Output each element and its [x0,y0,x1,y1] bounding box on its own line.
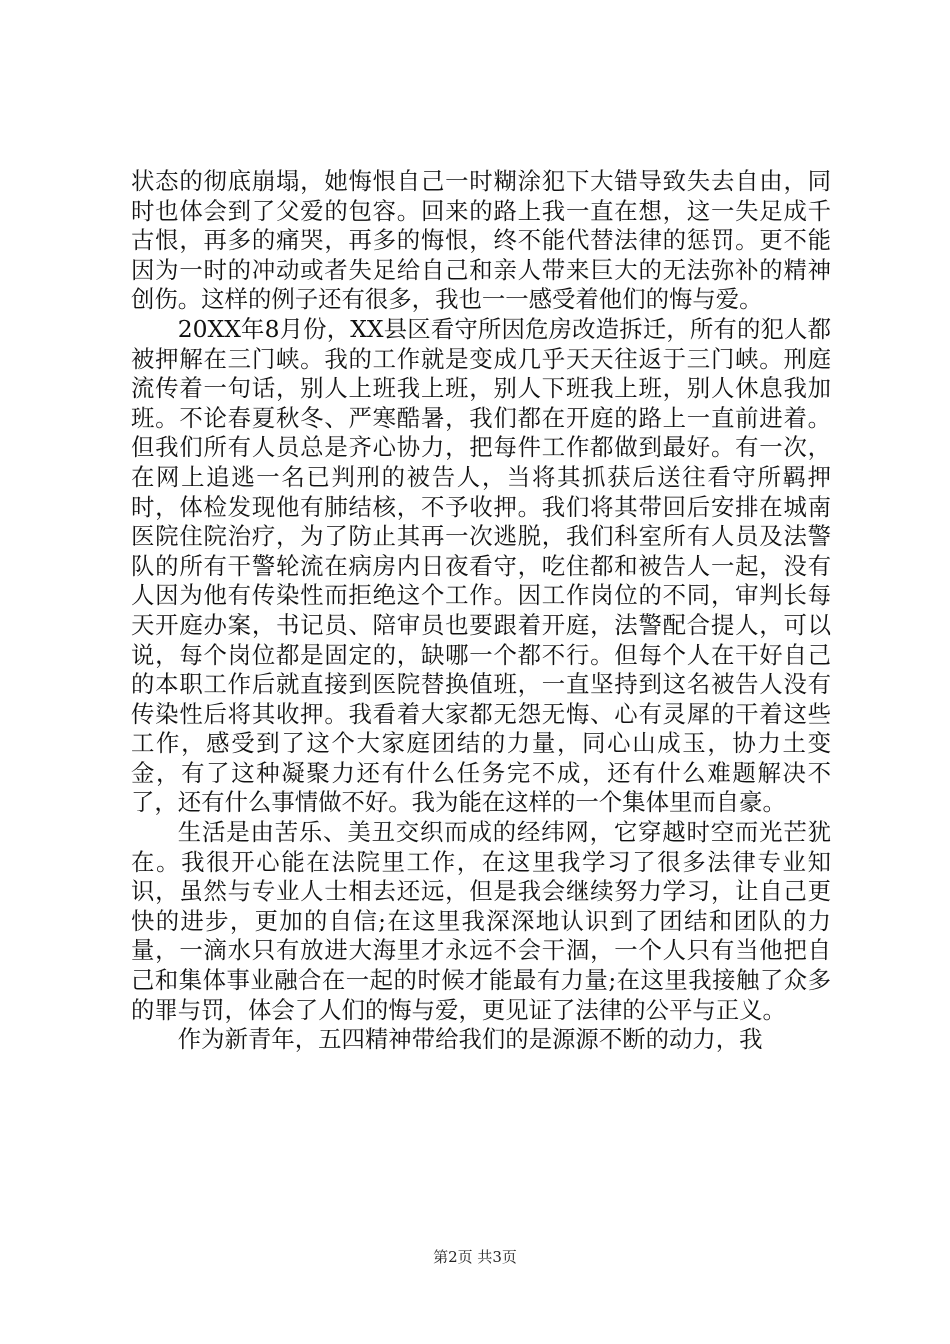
paragraph-1: 状态的彻底崩塌，她悔恨自己一时糊涂犯下大错导致失去自由，同时也体会到了父爱的包容。回来的路上我一直在想，这一失足成千古恨，再多的痛哭，再多的悔恨，终不能代替法律的惩罚。更不能因为一时的冲动或者失足给自己和亲人带来巨大的无法弥补的精神创伤。这样的例子还有很多，我也一一感受着他们的悔与爱。 [131,167,831,314]
paragraph-2: 20XX年8月份，XX县区看守所因危房改造拆迁，所有的犯人都被押解在三门峡。我的工作就是变成几乎天天往返于三门峡。刑庭流传着一句话，别人上班我上班，别人下班我上班，别人休息我加班。不论春夏秋冬、严寒酷暑，我们都在开庭的路上一直前进着。但我们所有人员总是齐心协力，把每件工作都做到最好。有一次，在网上追逃一名已判刑的被告人，当将其抓获后送往看守所羁押时，体检发现他有肺结核，不予收押。我们将其带回后安排在城南医院住院治疗，为了防止其再一次逃脱，我们科室所有人员及法警队的所有干警轮流在病房内日夜看守，吃住都和被告人一起，没有人因为他有传染性而拒绝这个工作。因工作岗位的不同，审判长每天开庭办案，书记员、陪审员也要跟着开庭，法警配合提人，可以说，每个岗位都是固定的，缺哪一个都不行。但每个人在干好自己的本职工作后就直接到医院替换值班，一直坚持到这名被告人没有传染性后将其收押。我看着大家都无怨无悔、心有灵犀的干着这些工作，感受到了这个大家庭团结的力量，同心山成玉，协力土变金，有了这种凝聚力还有什么任务完不成，还有什么难题解决不了，还有什么事情做不好。我为能在这样的一个集体里而自豪。 [131,314,831,817]
page-footer: 第2页 共3页 [433,1248,517,1266]
document-body [131,167,831,1055]
paragraph-3: 生活是由苦乐、美丑交织而成的经纬网，它穿越时空而光芒犹在。我很开心能在法院里工作，在这里我学习了很多法律专业知识，虽然与专业人士相去还远，但是我会继续努力学习，让自己更快的进步，更加的自信;在这里我深深地认识到了团结和团队的力量，一滴水只有放进大海里才永远不会干涸，一个人只有当他把自己和集体事业融合在一起的时候才能最有力量;在这里我接触了众多的罪与罚，体会了人们的悔与爱，更见证了法律的公平与正义。 [131,818,831,1024]
paragraph-4: 作为新青年，五四精神带给我们的是源源不断的动力，我 [177,1025,763,1054]
